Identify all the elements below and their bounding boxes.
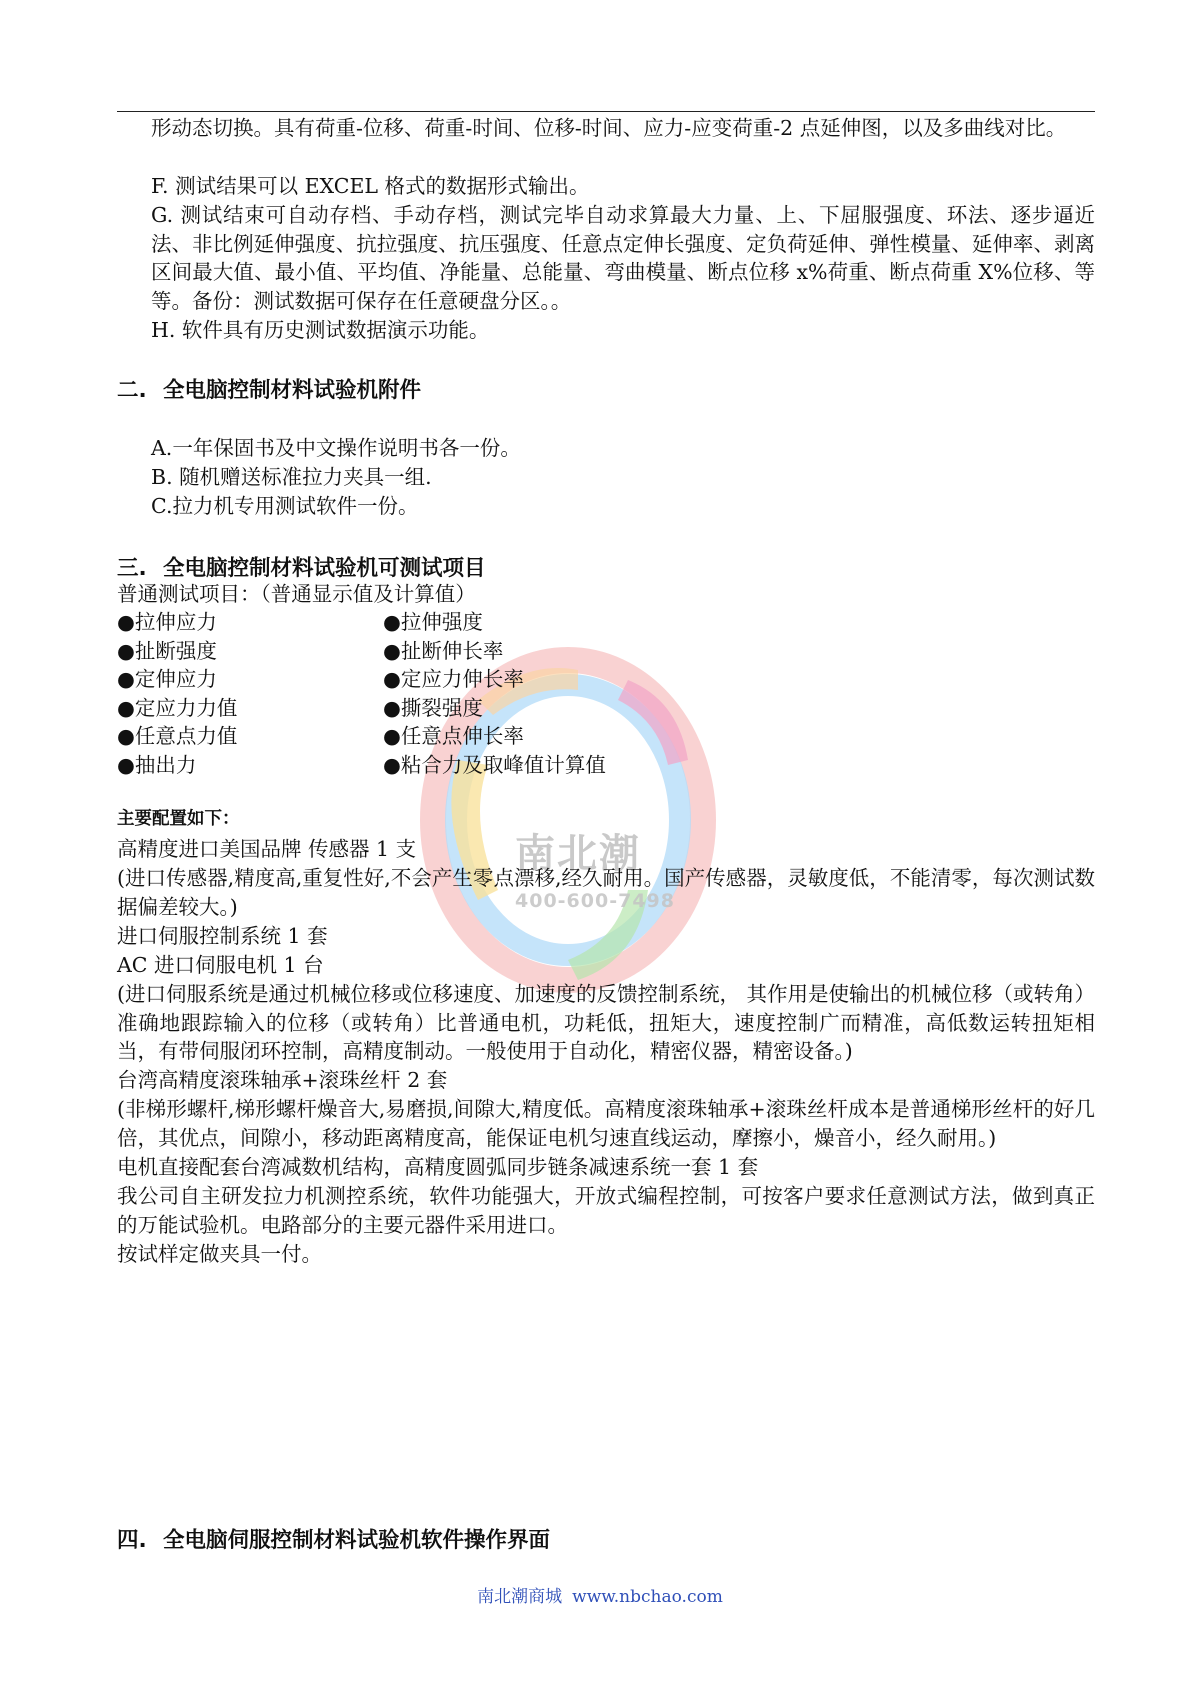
config-servo-note: (进口伺服系统是通过机械位移或位移速度、加速度的反馈控制系统， 其作用是使输出的机械位移（或转角）准确地跟踪输入的位移（或转角）比普通电机，功耗低，扭矩大，速度控制广而精准，高低数运转扭矩相当，有带伺服闭环控制，高精度制动。一般使用于自动化，精密仪器，精密设备。) [117, 982, 1096, 1064]
section4-number: 四. [117, 1528, 147, 1553]
test-item: ●拉伸应力 [117, 610, 217, 634]
section3-intro: 普通测试项目：（普通显示值及计算值） [117, 582, 476, 606]
section4-heading [117, 1523, 550, 1554]
item-g: G. 测试结束可自动存档、手动存档，测试完毕自动求算最大力量、上、下屈服强度、环法、逐步逼近法、非比例延伸强度、抗拉强度、抗压强度、任意点定伸长强度、定负荷延伸、弹性模量、延伸率、剥离区间最大值、最小值、平均值、净能量、总能量、弯曲模量、断点位移 x%荷重、断点荷重 X%位移、等等。备份：测试数据可保存在任意硬盘分区。。 [151, 203, 1095, 313]
section3-title: 全电脑控制材料试验机可测试项目 [163, 556, 486, 581]
test-item: ●撕裂强度 [383, 696, 483, 720]
test-item: ●拉伸强度 [383, 610, 483, 634]
test-item: ●定应力伸长率 [383, 667, 524, 691]
test-item: ●扯断强度 [117, 639, 217, 663]
test-item: ●粘合力及取峰值计算值 [383, 753, 606, 777]
test-item-row [117, 637, 1095, 666]
section2-heading [117, 373, 421, 404]
test-item: ●任意点伸长率 [383, 724, 524, 748]
test-item-row [117, 694, 1095, 723]
test-item: ●抽出力 [117, 753, 197, 777]
item-h: H. 软件具有历史测试数据演示功能。 [151, 318, 490, 342]
config-sensor-note: (进口传感器,精度高,重复性好,不会产生零点漂移,经久耐用。国产传感器，灵敏度低，不能清零，每次测试数据偏差较大。) [117, 866, 1095, 919]
item-f: F. 测试结果可以 EXCEL 格式的数据形式输出。 [151, 174, 590, 198]
section3-heading [117, 551, 486, 582]
config-servo-motor: AC 进口伺服电机 1 台 [117, 953, 324, 977]
page-footer [0, 1582, 1200, 1607]
test-item: ●定应力力值 [117, 696, 238, 720]
section3-number: 三. [117, 556, 147, 581]
section2-item-a: A.一年保固书及中文操作说明书各一份。 [151, 436, 521, 460]
test-item-row [117, 665, 1095, 694]
config-software: 我公司自主研发拉力机测控系统，软件功能强大，开放式编程控制，可按客户要求任意测试方法，做到真正的万能试验机。电路部分的主要元器件采用进口。 [117, 1184, 1095, 1237]
section2-number: 二. [117, 378, 147, 403]
footer-link[interactable]: www.nbchao.com [572, 1587, 723, 1607]
config-sensor: 高精度进口美国品牌 传感器 1 支 [117, 837, 417, 861]
config-fixture: 按试样定做夹具一付。 [117, 1242, 322, 1266]
config-bearing: 台湾高精度滚珠轴承+滚珠丝杆 2 套 [117, 1068, 448, 1092]
watermark-phone: 400-600-7498 [515, 890, 675, 912]
footer-store-name: 南北潮商城 [477, 1587, 563, 1607]
test-item: ●扯断伸长率 [383, 639, 504, 663]
continuation-paragraph: 形动态切换。具有荷重-位移、荷重-时间、位移-时间、应力-应变荷重-2 点延伸图，以及多曲线对比。 [151, 116, 1067, 140]
section4-title: 全电脑伺服控制材料试验机软件操作界面 [163, 1528, 551, 1553]
watermark-brand: 南北潮 [515, 831, 641, 877]
header-rule [117, 111, 1095, 112]
test-item-row [117, 751, 1095, 780]
section2-title: 全电脑控制材料试验机附件 [163, 378, 422, 403]
test-item-row [117, 722, 1095, 751]
section2-item-c: C.拉力机专用测试软件一份。 [151, 494, 419, 518]
test-item: ●任意点力值 [117, 724, 238, 748]
config-servo-system: 进口伺服控制系统 1 套 [117, 924, 328, 948]
config-heading: 主要配置如下： [117, 809, 240, 829]
config-bearing-note: (非梯形螺杆,梯形螺杆燥音大,易磨损,间隙大,精度低。高精度滚珠轴承+滚珠丝杆成本是普通梯形丝杆的好几倍，其优点，间隙小，移动距离精度高，能保证电机匀速直线运动，摩擦小，燥音小，经久耐用。) [117, 1097, 1095, 1150]
config-motor-drive: 电机直接配套台湾减数机结构，高精度圆弧同步链条减速系统一套 1 套 [117, 1155, 759, 1179]
test-item: ●定伸应力 [117, 667, 217, 691]
test-item-row [117, 608, 1095, 637]
section2-item-b: B. 随机赠送标准拉力夹具一组. [151, 465, 432, 489]
